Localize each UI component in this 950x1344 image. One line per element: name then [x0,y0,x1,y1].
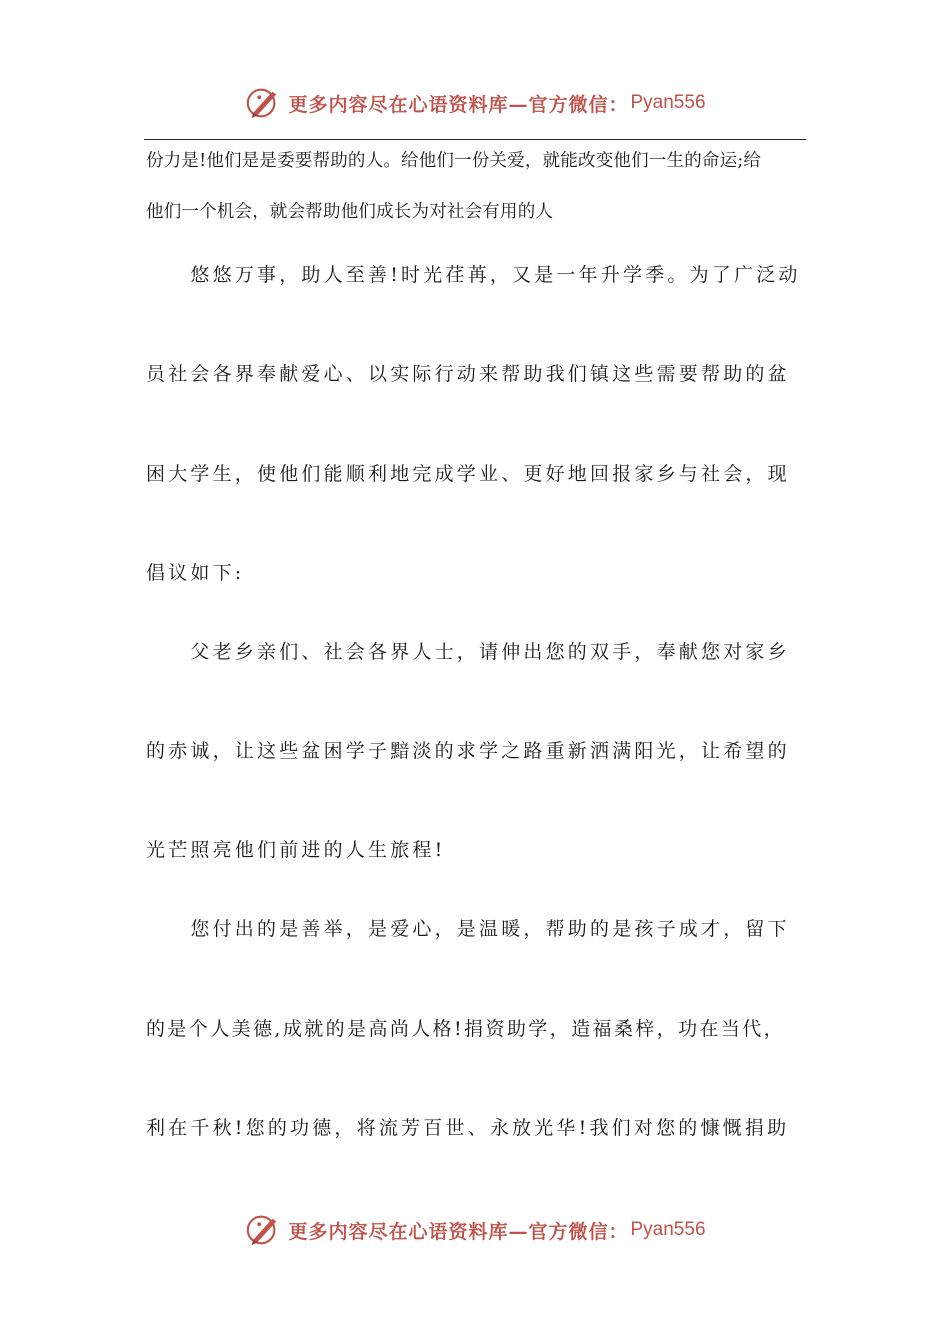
footer-banner-wechat-id: Pyan556 [630,1219,706,1240]
body-line-3: 悠悠万事，助人至善!时光荏苒，又是一年升学季。为了广泛动 [146,264,801,286]
footer-banner-text: 更多内容尽在心语资料库—官方微信： [288,1220,629,1243]
body-line-5: 困大学生，使他们能顺利地完成学业、更好地回报家乡与社会，现 [146,463,790,485]
body-line-4: 员社会各界奉献爱心、以实际行动来帮助我们镇这些需要帮助的盆 [146,363,790,385]
body-line-1: 份力是!他们是是委要帮助的人。给他们一份关爱，就能改变他们一生的命运;给 [146,151,762,171]
body-line-12: 利在千秋!您的功德，将流芳百世、永放光华!我们对您的慷慨捐助 [146,1117,790,1139]
body-line-7: 父老乡亲们、社会各界人士，请伸出您的双手，奉献您对家乡 [146,641,790,663]
header-banner [0,83,950,123]
pen-logo-icon [244,84,282,122]
footer-banner [0,1210,950,1250]
header-banner-text: 更多内容尽在心语资料库—官方微信： [288,93,629,116]
body-line-6: 倡议如下: [146,562,245,584]
body-line-11: 的是个人美德,成就的是高尚人格!捐资助学，造福桑梓，功在当代， [146,1018,786,1040]
body-line-9: 光芒照亮他们前进的人生旅程! [146,839,446,861]
body-line-2: 他们一个机会，就会帮助他们成长为对社会有用的人 [146,202,554,222]
pen-logo-icon [244,1211,282,1249]
body-line-10: 您付出的是善举，是爱心，是温暖，帮助的是孩子成才，留下 [146,918,790,940]
body-line-8: 的赤诚，让这些盆困学子黯淡的求学之路重新洒满阳光，让希望的 [146,740,790,762]
header-banner-wechat-id: Pyan556 [630,92,706,113]
header-divider [144,139,806,140]
